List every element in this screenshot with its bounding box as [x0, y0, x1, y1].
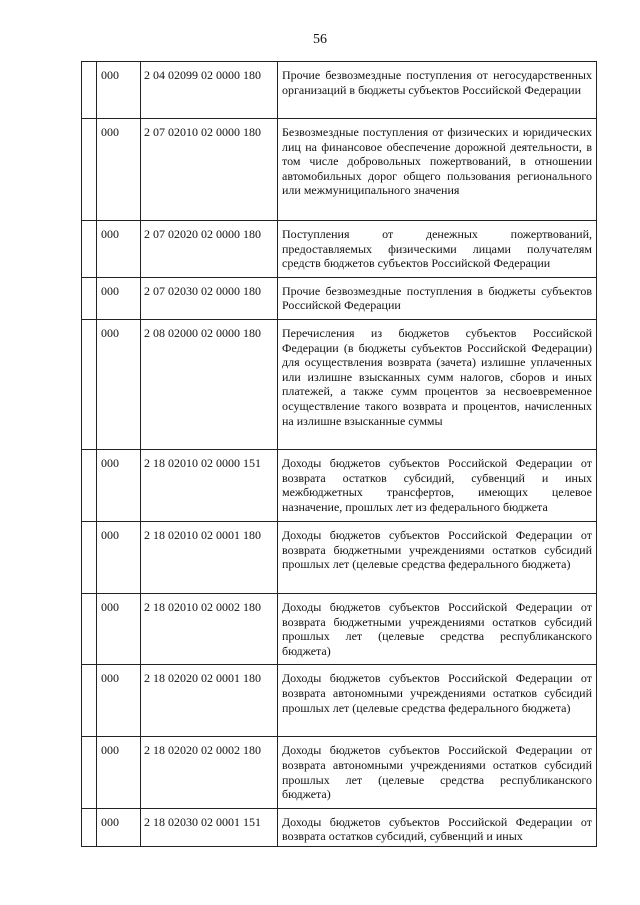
table-row: [82, 319, 597, 449]
budget-code-cell: 2 04 02099 02 0000 180: [141, 62, 278, 119]
empty-cell: [82, 593, 97, 664]
description-cell: Доходы бюджетов субъектов Российской Федерации от возврата остатков субсидий, субвенций и иных: [278, 808, 597, 846]
description-cell: Безвозмездные поступления от физических и юридических лиц на финансовое обеспечение дорожной деятельности, в том числе добровольных пожертвований, в отношении автомобильных дорог общего пользования регионального или межмуниципального значения: [278, 119, 597, 221]
budget-code-cell: 2 18 02010 02 0001 180: [141, 521, 278, 593]
empty-cell: [82, 808, 97, 846]
empty-cell: [82, 221, 97, 278]
budget-code-cell: 2 18 02020 02 0001 180: [141, 665, 278, 737]
table-row: [82, 521, 597, 593]
budget-code-cell: 2 07 02020 02 0000 180: [141, 221, 278, 278]
budget-code-cell: 2 18 02020 02 0002 180: [141, 737, 278, 808]
table-row: [82, 593, 597, 664]
admin-code-cell: 000: [97, 277, 141, 319]
budget-codes-table: [81, 61, 597, 847]
table-row: [82, 277, 597, 319]
description-cell: Доходы бюджетов субъектов Российской Федерации от возврата бюджетными учреждениями остатков субсидий прошлых лет (целевые средства республиканского бюджета): [278, 593, 597, 664]
description-cell: Доходы бюджетов субъектов Российской Федерации от возврата автономными учреждениями остатков субсидий прошлых лет (целевые средства федерального бюджета): [278, 665, 597, 737]
empty-cell: [82, 119, 97, 221]
table-row: [82, 221, 597, 278]
admin-code-cell: 000: [97, 449, 141, 521]
empty-cell: [82, 62, 97, 119]
page-number: 56: [313, 32, 327, 47]
admin-code-cell: 000: [97, 62, 141, 119]
empty-cell: [82, 449, 97, 521]
admin-code-cell: 000: [97, 737, 141, 808]
description-cell: Прочие безвозмездные поступления от негосударственных организаций в бюджеты субъектов Российской Федерации: [278, 62, 597, 119]
empty-cell: [82, 319, 97, 449]
description-cell: Поступления от денежных пожертвований, предоставляемых физическими лицами получателям средств бюджетов субъектов Российской Федерации: [278, 221, 597, 278]
table-row: [82, 62, 597, 119]
budget-code-cell: 2 08 02000 02 0000 180: [141, 319, 278, 449]
admin-code-cell: 000: [97, 665, 141, 737]
description-cell: Доходы бюджетов субъектов Российской Федерации от возврата остатков субсидий, субвенций и иных межбюджетных трансфертов, имеющих целевое назначение, прошлых лет из федерального бюджета: [278, 449, 597, 521]
table-row: [82, 449, 597, 521]
admin-code-cell: 000: [97, 808, 141, 846]
empty-cell: [82, 277, 97, 319]
table-row: [82, 737, 597, 808]
budget-code-cell: 2 07 02010 02 0000 180: [141, 119, 278, 221]
admin-code-cell: 000: [97, 521, 141, 593]
budget-code-cell: 2 07 02030 02 0000 180: [141, 277, 278, 319]
budget-code-cell: 2 18 02030 02 0001 151: [141, 808, 278, 846]
table-row: [82, 808, 597, 846]
empty-cell: [82, 521, 97, 593]
admin-code-cell: 000: [97, 319, 141, 449]
admin-code-cell: 000: [97, 593, 141, 664]
budget-code-cell: 2 18 02010 02 0000 151: [141, 449, 278, 521]
budget-code-cell: 2 18 02010 02 0002 180: [141, 593, 278, 664]
description-cell: Перечисления из бюджетов субъектов Российской Федерации (в бюджеты субъектов Российской Федерации) для осуществления возврата (зачета) излишне уплаченных или излишне взысканных сумм налогов, сборов и иных платежей, а также сумм процентов за несвоевременное осуществление такого возврата и процентов, начисленных на излишне взысканные суммы: [278, 319, 597, 449]
description-cell: Прочие безвозмездные поступления в бюджеты субъектов Российской Федерации: [278, 277, 597, 319]
table-row: [82, 665, 597, 737]
admin-code-cell: 000: [97, 119, 141, 221]
admin-code-cell: 000: [97, 221, 141, 278]
table-row: [82, 119, 597, 221]
empty-cell: [82, 665, 97, 737]
empty-cell: [82, 737, 97, 808]
description-cell: Доходы бюджетов субъектов Российской Федерации от возврата бюджетными учреждениями остатков субсидий прошлых лет (целевые средства федерального бюджета): [278, 521, 597, 593]
description-cell: Доходы бюджетов субъектов Российской Федерации от возврата автономными учреждениями остатков субсидий прошлых лет (целевые средства республиканского бюджета): [278, 737, 597, 808]
